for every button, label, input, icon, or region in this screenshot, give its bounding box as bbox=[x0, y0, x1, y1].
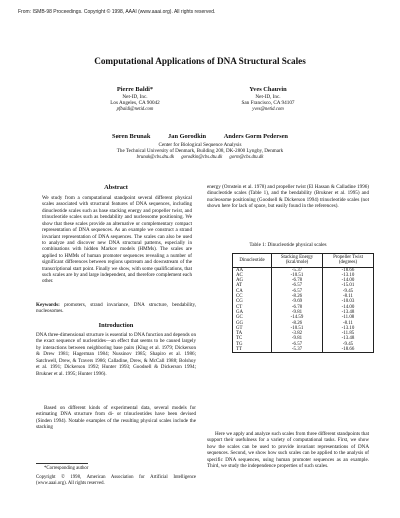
cell-dinucleotide: GT bbox=[233, 326, 272, 331]
cell-propeller-twist: -9.45 bbox=[323, 342, 374, 347]
cell-propeller-twist: -14.00 bbox=[323, 278, 374, 283]
introduction-heading: Introduction bbox=[98, 322, 134, 329]
source-line: From: ISMB-98 Proceedings. Copyright © 1998, AAAI (www.aaai.org). All rights reserved. bbox=[18, 9, 216, 15]
abstract-text: We study from a computational standpoint several different physical scales associated with structural features of DNA sequences, including dinucleotide scales such as base stacking energy and propeller twist, and trinucleotide scales such as bendability and nucleosome positioning. We show that these scales provide an alternative or complementary compact representation of DNA sequences. As an example we construct a strand invariant representation of DNA sequences. The scales can also be used to analyze and discover new DNA structural patterns, especially in combinations with hidden Markov models (HMMs). The scales are applied to HMMs of human promoter sequences revealing a number of significant differences between regions upstream and downstream of the transcriptional start point. Finally we show, with some qualifications, that such scales are by and large independent, and therefore complement each other. bbox=[42, 195, 192, 285]
author-row-2 bbox=[0, 133, 400, 140]
keywords-text: promoters, strand invariance, DNA structure, bendability, nucleosomes. bbox=[36, 302, 196, 315]
paper-title: Computational Applications of DNA Structural Scales bbox=[94, 56, 306, 66]
cell-dinucleotide: CA bbox=[233, 289, 272, 294]
affiliation-line: The Technical University of Denmark, Building 208, DK-2800 Lyngby, Denmark bbox=[116, 148, 284, 155]
header-stacking-energy: Stacking Energy (kcal/mole) bbox=[272, 254, 323, 268]
cell-propeller-twist: -18.66 bbox=[323, 347, 374, 353]
author-address: Los Angeles, CA 90042 bbox=[110, 100, 160, 107]
header-propeller-twist: Propeller Twist (degrees) bbox=[323, 254, 374, 268]
abstract-heading: Abstract bbox=[104, 184, 128, 191]
table-row bbox=[233, 347, 374, 353]
cell-dinucleotide: AA bbox=[233, 267, 272, 273]
table-header-row bbox=[233, 254, 374, 268]
cell-dinucleotide: TG bbox=[233, 342, 272, 347]
cell-propeller-twist: -15.01 bbox=[323, 283, 374, 288]
cell-stacking-energy: -14.59 bbox=[272, 315, 323, 320]
cell-stacking-energy: -6.57 bbox=[272, 289, 323, 294]
cell-stacking-energy: -10.51 bbox=[272, 273, 323, 278]
cell-stacking-energy: -5.37 bbox=[272, 347, 323, 353]
cell-dinucleotide: GA bbox=[233, 310, 272, 315]
cell-propeller-twist: -13.48 bbox=[323, 336, 374, 341]
keywords-label: Keywords: bbox=[36, 302, 60, 308]
author-name: Anders Gorm Pedersen bbox=[223, 133, 288, 140]
affiliation-block bbox=[0, 142, 400, 161]
footnote-rule bbox=[36, 463, 88, 464]
cell-stacking-energy: -6.78 bbox=[272, 305, 323, 310]
cell-dinucleotide: TA bbox=[233, 331, 272, 336]
cell-stacking-energy: -9.69 bbox=[272, 299, 323, 304]
author-name: Pierre Baldi* bbox=[116, 86, 154, 93]
cell-dinucleotide: AG bbox=[233, 278, 272, 283]
author-affil: Net-ID, Inc. bbox=[255, 94, 281, 100]
table-caption: Table 1: Dinucleotide physical scales bbox=[249, 242, 327, 248]
cell-propeller-twist: -13.10 bbox=[323, 326, 374, 331]
cell-propeller-twist: -18.66 bbox=[323, 267, 374, 273]
header-dinucleotide: Dinucleotide bbox=[233, 254, 272, 268]
author-name: Jan Gorodkin bbox=[168, 133, 207, 140]
cell-propeller-twist: -8.11 bbox=[323, 294, 374, 299]
author-address: San Francisco, CA 94107 bbox=[241, 100, 295, 107]
cell-dinucleotide: CT bbox=[233, 305, 272, 310]
footnote-copyright: Copyright © 1998, American Association for Artificial Intelligence (www.aaai.org). All rights reserved. bbox=[36, 475, 196, 486]
intro-paragraph-1: DNA three-dimensional structure is essential to DNA function and depends on the exact sequence of nucleotides—an effect that seems to be caused largely by interactions between neighboring base pairs (Klug et al. 1979; Dickerson & Drew 1981; Hagerman 1984; Nussinov 1985; Shapiro et al. 1986; Satchwell, Drew, & Travers 1986; Calladine, Drew, & McCall 1988; Bolshoy et al. 1991; Dickerson 1992; Hunter 1993; Goodsell & Dickerson 1994; Brukner et al. 1995; Hunter 1996). bbox=[36, 332, 196, 377]
cell-propeller-twist: -10.03 bbox=[323, 299, 374, 304]
author-email: pfbaldi@netid.com bbox=[116, 106, 154, 112]
cell-stacking-energy: -10.51 bbox=[272, 326, 323, 331]
affiliation-line: Center for Biological Sequence Analysis bbox=[158, 142, 242, 148]
cell-dinucleotide: GC bbox=[233, 315, 272, 320]
cell-propeller-twist: -11.85 bbox=[323, 331, 374, 336]
cell-dinucleotide: CC bbox=[233, 294, 272, 299]
author-name: Yves Chauvin bbox=[249, 86, 287, 93]
author-affil: Net-ID, Inc. bbox=[122, 94, 148, 100]
cell-stacking-energy: -8.26 bbox=[272, 321, 323, 326]
footnote-corresponding: *Corresponding author bbox=[44, 466, 89, 471]
intro-paragraph-2: Based on different kinds of experimental data, several models for estimating DNA structure from di- or trinucleotides have been devised (Sinden 1994). Notable examples of the resulting physical scales include the stacking bbox=[36, 405, 196, 431]
cell-dinucleotide: GG bbox=[233, 321, 272, 326]
affiliation-emails: brunak@cbs.dtu.dk gorodkin@cbs.dtu.dk gorm@cbs.dtu.dk bbox=[136, 154, 264, 160]
cell-dinucleotide: TC bbox=[233, 336, 272, 341]
cell-stacking-energy: -9.81 bbox=[272, 336, 323, 341]
cell-dinucleotide: CG bbox=[233, 299, 272, 304]
cell-propeller-twist: -13.48 bbox=[323, 310, 374, 315]
cell-stacking-energy: -9.81 bbox=[272, 310, 323, 315]
author-name: Søren Brunak bbox=[112, 133, 151, 140]
author-block-1 bbox=[85, 86, 185, 113]
cell-propeller-twist: -11.08 bbox=[323, 315, 374, 320]
cell-stacking-energy: -6.57 bbox=[272, 283, 323, 288]
keywords bbox=[36, 302, 196, 315]
cell-propeller-twist: -8.11 bbox=[323, 321, 374, 326]
cell-stacking-energy: -8.26 bbox=[272, 294, 323, 299]
cell-dinucleotide: TT bbox=[233, 347, 272, 353]
cell-stacking-energy: -6.57 bbox=[272, 342, 323, 347]
author-block-2 bbox=[218, 86, 318, 113]
right-paragraph-1: energy (Ornstein et al. 1978) and propeller twist (El Hassan & Calladine 1996) dinucleotide scales (Table 1), and the bendability (Brukner et al. 1995) and nucleosome positioning (Goodsell & Dickerson 1994) trinucleotide scales (not shown here for lack of space, but easily found in the references). bbox=[207, 184, 369, 210]
cell-dinucleotide: AC bbox=[233, 273, 272, 278]
cell-propeller-twist: -13.10 bbox=[323, 273, 374, 278]
dinucleotide-table bbox=[232, 253, 374, 353]
cell-stacking-energy: -6.78 bbox=[272, 278, 323, 283]
cell-propeller-twist: -14.00 bbox=[323, 305, 374, 310]
cell-dinucleotide: AT bbox=[233, 283, 272, 288]
cell-stacking-energy: -3.82 bbox=[272, 331, 323, 336]
right-paragraph-2: Here we apply and analyze such scales from three different standpoints that support their usefulness for a variety of computational tasks. First, we show how the scales can be used to provide invariant representations of DNA sequences. Second, we show how such scales can be applied to the analysis of specific DNA sequences, using human promoter sequences as an example. Third, we study the independence properties of such scales. bbox=[207, 431, 369, 470]
cell-stacking-energy: -5.37 bbox=[272, 267, 323, 273]
author-email: yves@netid.com bbox=[252, 106, 284, 112]
cell-propeller-twist: -9.45 bbox=[323, 289, 374, 294]
